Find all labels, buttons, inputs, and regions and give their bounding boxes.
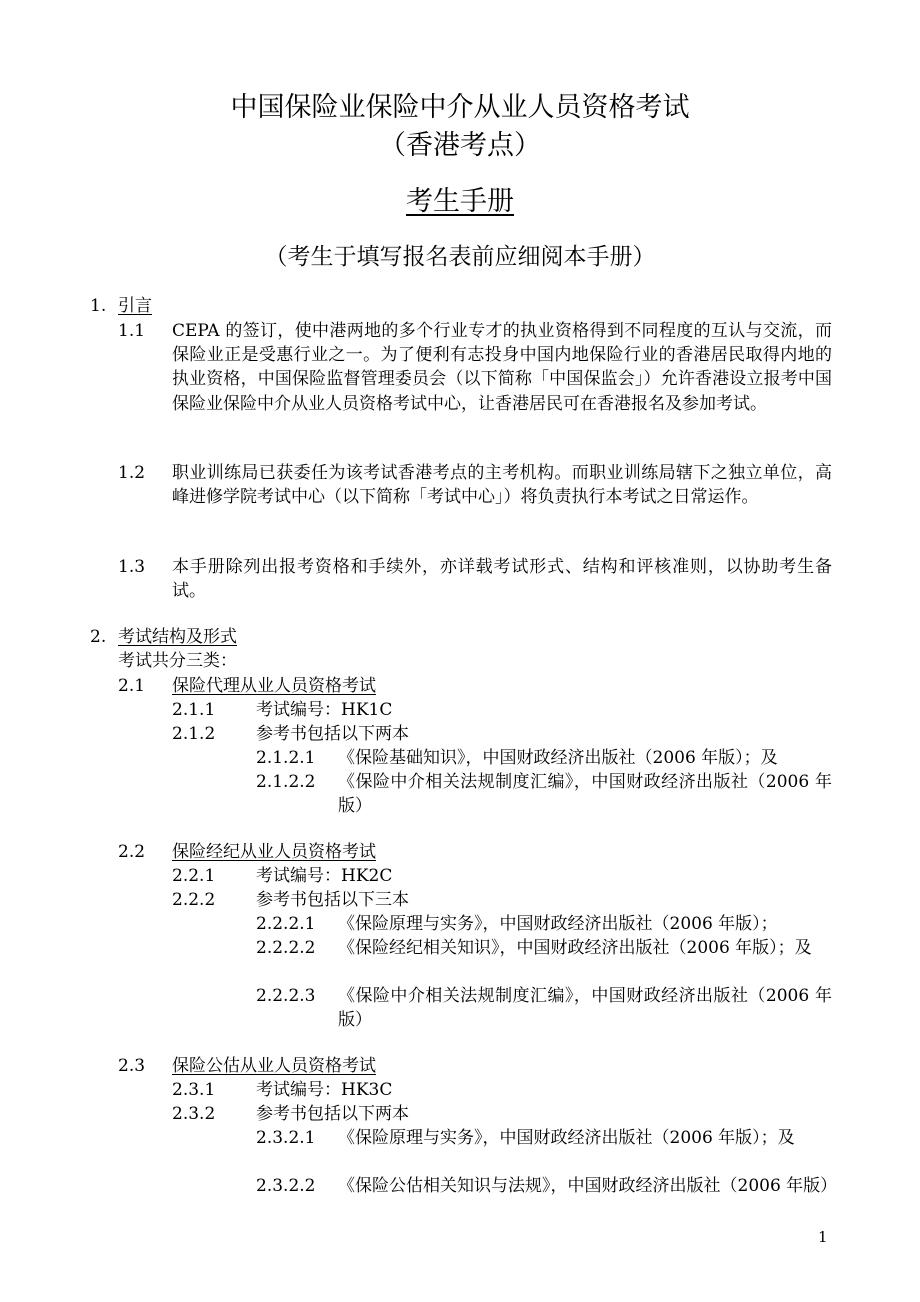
section-2-heading: 考试结构及形式 <box>118 627 237 647</box>
book-number: 2.1.2.2 <box>256 772 316 792</box>
item-2-2-2-number: 2.2.2 <box>172 890 216 910</box>
book-title: 《保险中介相关法规制度汇编》，中国财政经济出版社（2006 年版） <box>338 772 832 816</box>
book-number: 2.3.2.2 <box>256 1176 316 1196</box>
book-title: 《保险经纪相关知识》，中国财政经济出版社（2006 年版）；及 <box>338 938 812 958</box>
item-1-3-number: 1.3 <box>118 557 146 577</box>
reference-books-label: 参考书包括以下三本 <box>256 890 409 910</box>
reference-books-label: 参考书包括以下两本 <box>256 724 409 744</box>
handbook-title: 考生手册 <box>406 186 514 217</box>
book-number: 2.2.2.3 <box>256 986 316 1006</box>
exam-code-hk3c: 考试编号：HK3C <box>256 1080 393 1100</box>
handbook-notice: （考生于填写报名表前应细阅本手册） <box>264 244 656 270</box>
item-2-2-1-number: 2.2.1 <box>172 866 216 886</box>
item-2-2-number: 2.2 <box>118 842 146 862</box>
item-1-1-text: CEPA 的签订，使中港两地的多个行业专才的执业资格得到不同程度的互认与交流，而保险业正是受惠行业之一。为了便利有志投身中国内地保险行业的香港居民取得内地的执业资格，中国保险监督管理委员会（以下简称「中国保监会」）允许香港设立报考中国保险业保险中介从业人员资格考试中心，让香港居民可在香港报名及参加考试。 <box>172 321 832 414</box>
exam-code-hk2c: 考试编号：HK2C <box>256 866 393 886</box>
document-subtitle: （香港考点） <box>379 130 541 161</box>
item-2-1-heading: 保险代理从业人员资格考试 <box>172 676 376 696</box>
section-1-heading: 引言 <box>118 296 152 316</box>
item-2-2-heading: 保险经纪从业人员资格考试 <box>172 842 376 862</box>
item-2-3-2-number: 2.3.2 <box>172 1104 216 1124</box>
reference-books-label: 参考书包括以下两本 <box>256 1104 409 1124</box>
item-2-1-number: 2.1 <box>118 676 146 696</box>
book-title: 《保险中介相关法规制度汇编》，中国财政经济出版社（2006 年版） <box>338 986 832 1030</box>
book-title: 《保险原理与实务》，中国财政经济出版社（2006 年版）； <box>338 914 778 934</box>
item-2-1-1-number: 2.1.1 <box>172 700 216 720</box>
book-number: 2.2.2.1 <box>256 914 316 934</box>
book-number: 2.3.2.1 <box>256 1128 316 1148</box>
book-title: 《保险基础知识》，中国财政经济出版社（2006 年版）；及 <box>338 748 778 768</box>
item-1-3-text: 本手册除列出报考资格和手续外，亦详载考试形式、结构和评核准则，以协助考生备试。 <box>172 557 832 602</box>
item-2-3-1-number: 2.3.1 <box>172 1080 216 1100</box>
book-title: 《保险公估相关知识与法规》，中国财政经济出版社（2006 年版） <box>338 1176 838 1196</box>
item-2-3-heading: 保险公估从业人员资格考试 <box>172 1056 376 1076</box>
item-1-1-number: 1.1 <box>118 321 146 341</box>
section-2-number: 2. <box>90 627 107 647</box>
document-title: 中国保险业保险中介从业人员资格考试 <box>230 92 690 123</box>
book-title: 《保险原理与实务》，中国财政经济出版社（2006 年版）；及 <box>338 1128 795 1148</box>
item-1-2-text: 职业训练局已获委任为该考试香港考点的主考机构。而职业训练局辖下之独立单位，高峰进修学院考试中心（以下简称「考试中心」）将负责执行本考试之日常运作。 <box>172 463 832 508</box>
page-number: 1 <box>818 1228 828 1246</box>
item-2-3-number: 2.3 <box>118 1056 146 1076</box>
exam-code-hk1c: 考试编号：HK1C <box>256 700 393 720</box>
item-1-2-number: 1.2 <box>118 463 146 483</box>
section-2-intro: 考试共分三类： <box>118 651 237 671</box>
section-1-number: 1. <box>90 296 107 316</box>
book-number: 2.2.2.2 <box>256 938 316 958</box>
book-number: 2.1.2.1 <box>256 748 316 768</box>
item-2-1-2-number: 2.1.2 <box>172 724 216 744</box>
